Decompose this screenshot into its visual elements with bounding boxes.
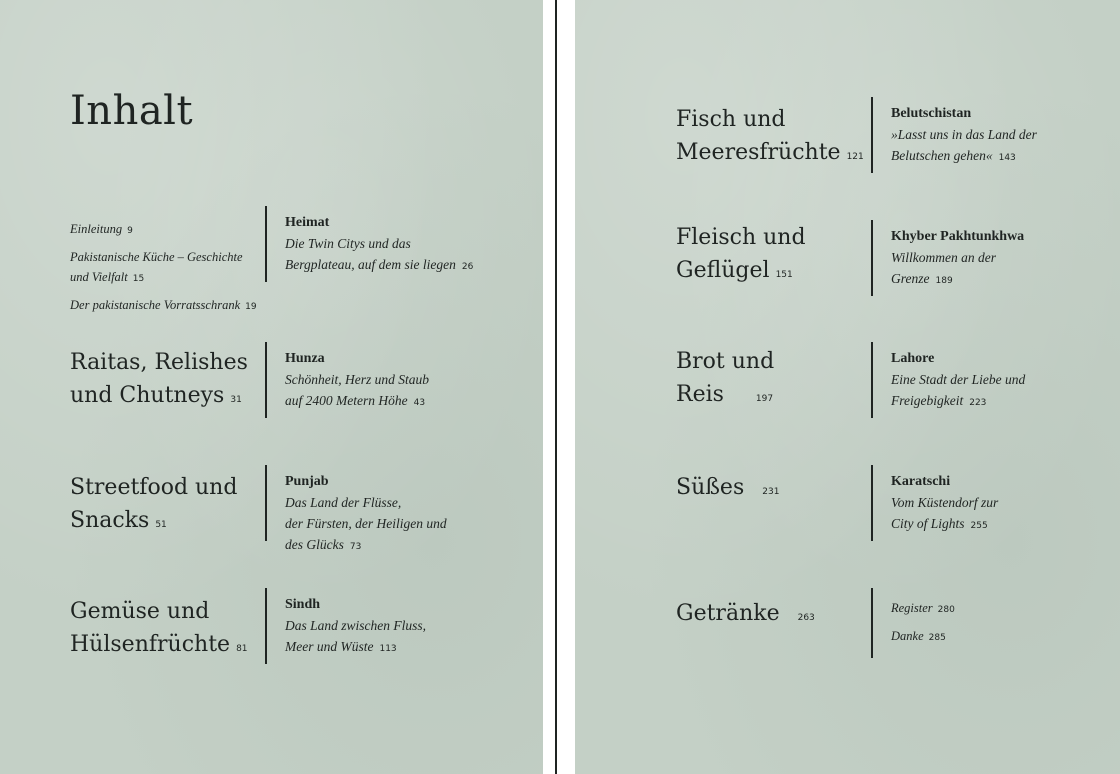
chapter-title: Gemüse und	[70, 599, 210, 624]
region-subtitle: auf 2400 Metern Höhe	[285, 393, 408, 408]
chapter-title: Reis	[676, 382, 724, 407]
region-entry-hunza[interactable]	[285, 348, 429, 414]
chapter-title: Snacks	[70, 508, 150, 533]
chapter-title: Brot und	[676, 349, 775, 374]
region-subtitle: Freigebigkeit	[891, 393, 964, 408]
chapter-suesses[interactable]	[676, 471, 779, 509]
chapter-getraenke[interactable]	[676, 597, 815, 635]
chapter-title: Meeresfrüchte	[676, 140, 841, 165]
divider	[871, 97, 873, 173]
divider	[871, 342, 873, 418]
chapter-title: Getränke	[676, 601, 780, 626]
page-number: 113	[379, 644, 397, 654]
region-subtitle: Grenze	[891, 271, 930, 286]
chapter-gemuese[interactable]	[70, 595, 248, 666]
chapter-title: Fisch und	[676, 107, 786, 132]
page-number: 255	[970, 521, 988, 531]
page-number: 197	[755, 394, 774, 404]
region-entry-heimat[interactable]	[285, 212, 473, 278]
list-item[interactable]	[891, 626, 955, 648]
entry-label: Pakistanische Küche – Geschichte	[70, 250, 243, 264]
region-name: Heimat	[285, 215, 330, 230]
region-entry-lahore[interactable]	[891, 348, 1025, 414]
region-subtitle: Willkommen an der	[891, 250, 996, 265]
page-number: 26	[461, 262, 474, 272]
region-subtitle: des Glücks	[285, 537, 344, 552]
region-name: Punjab	[285, 474, 329, 489]
region-entry-khyber[interactable]	[891, 226, 1024, 292]
chapter-fleisch[interactable]	[676, 221, 806, 292]
page-number: 9	[127, 226, 133, 236]
divider	[871, 220, 873, 296]
entry-label: und Vielfalt	[70, 270, 128, 284]
list-item[interactable]	[891, 598, 955, 620]
chapter-title: Streetfood und	[70, 475, 238, 500]
page-number: 73	[349, 542, 362, 552]
page-number: 51	[155, 520, 167, 530]
chapter-title: Hülsenfrüchte	[70, 632, 231, 657]
divider	[265, 206, 267, 282]
chapter-title: Fleisch und	[676, 225, 806, 250]
page-number: 151	[775, 270, 793, 280]
right-page	[575, 0, 1120, 774]
page-number: 143	[998, 153, 1016, 163]
chapter-raitas[interactable]	[70, 346, 248, 417]
page-number: 31	[230, 395, 242, 405]
page-number: 231	[762, 487, 780, 497]
region-entry-karatschi[interactable]	[891, 471, 998, 537]
divider	[265, 588, 267, 664]
page-number: 223	[969, 398, 987, 408]
intro-list	[70, 219, 260, 323]
page-number: 280	[937, 605, 955, 615]
divider	[265, 342, 267, 418]
page-number: 19	[245, 302, 257, 312]
region-subtitle: Vom Küstendorf zur	[891, 495, 999, 510]
chapter-title: Raitas, Relishes	[70, 350, 248, 375]
region-subtitle: Meer und Wüste	[285, 639, 374, 654]
list-item[interactable]	[70, 219, 260, 241]
page-number: 43	[413, 398, 426, 408]
entry-label: Der pakistanische Vorratsschrank	[70, 298, 241, 312]
chapter-fisch[interactable]	[676, 103, 864, 174]
region-name: Karatschi	[891, 474, 951, 489]
appendix-list	[891, 598, 955, 654]
page-number: 285	[928, 633, 946, 643]
page-number: 15	[132, 274, 145, 284]
divider	[871, 588, 873, 658]
region-subtitle: der Fürsten, der Heiligen und	[285, 516, 447, 531]
region-subtitle: Schönheit, Herz und Staub	[285, 372, 429, 387]
region-name: Belutschistan	[891, 106, 972, 121]
page-number: 121	[846, 152, 864, 162]
region-subtitle: City of Lights	[891, 516, 965, 531]
region-entry-punjab[interactable]	[285, 471, 447, 558]
list-item[interactable]	[70, 295, 260, 317]
region-subtitle: »Lasst uns in das Land der	[891, 127, 1037, 142]
page-number: 81	[236, 644, 248, 654]
region-name: Khyber Pakhtunkhwa	[891, 229, 1025, 244]
gutter-divider	[555, 0, 557, 774]
region-subtitle: Die Twin Citys und das	[285, 236, 411, 251]
region-entry-sindh[interactable]	[285, 594, 426, 660]
page-number: 263	[797, 613, 815, 623]
region-subtitle: Das Land der Flüsse,	[285, 495, 402, 510]
divider	[871, 465, 873, 541]
left-page	[0, 0, 543, 774]
chapter-brot[interactable]	[676, 345, 774, 416]
chapter-title: und Chutneys	[70, 383, 225, 408]
chapter-streetfood[interactable]	[70, 471, 237, 542]
chapter-title: Geflügel	[676, 258, 770, 283]
page-title: Inhalt	[70, 88, 194, 134]
region-subtitle: Das Land zwischen Fluss,	[285, 618, 427, 633]
region-subtitle: Eine Stadt der Liebe und	[891, 372, 1026, 387]
region-entry-belutschistan[interactable]	[891, 103, 1037, 169]
region-subtitle: Bergplateau, auf dem sie liegen	[285, 257, 456, 272]
region-name: Sindh	[285, 597, 321, 612]
entry-label: Danke	[891, 629, 924, 643]
list-item[interactable]	[70, 247, 260, 289]
entry-label: Einleitung	[70, 222, 123, 236]
divider	[265, 465, 267, 541]
region-subtitle: Belutschen gehen«	[891, 148, 993, 163]
region-name: Hunza	[285, 351, 325, 366]
page-number: 189	[935, 276, 953, 286]
region-name: Lahore	[891, 351, 935, 366]
chapter-title: Süßes	[676, 475, 745, 500]
entry-label: Register	[891, 601, 933, 615]
